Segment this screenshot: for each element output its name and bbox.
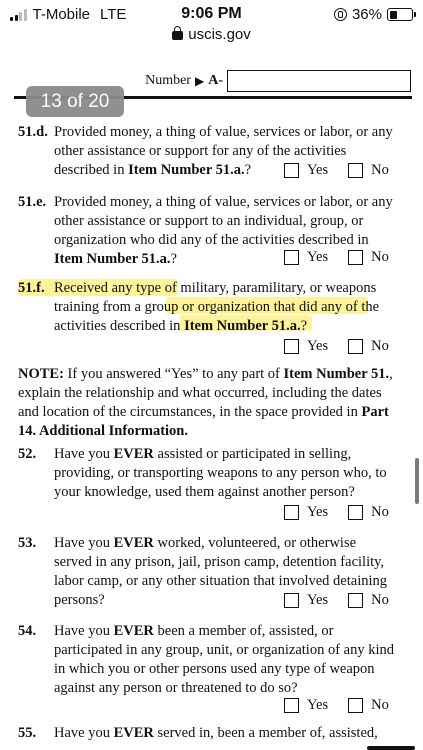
no-checkbox[interactable] xyxy=(348,163,363,178)
a-number-prefix: A- xyxy=(208,73,223,88)
question-number: 51.f. xyxy=(18,280,45,296)
question-text xyxy=(54,279,396,336)
text-run: served in, been a member of, assisted, xyxy=(153,725,378,741)
answer-51d xyxy=(284,162,389,179)
no-label: No xyxy=(371,338,389,354)
text-run: , explain the relationship and what occurred, including the dates and location of the circumstances, in the space provided in xyxy=(18,366,393,420)
no-checkbox[interactable] xyxy=(348,505,363,520)
question-text xyxy=(54,445,396,502)
text-run: assisted or participated in selling, providing, or transporting weapons to any person who, to your knowledge, used them against another person? xyxy=(54,446,387,500)
question-52 xyxy=(18,445,396,502)
text-run: ? xyxy=(300,318,308,334)
rotation-lock-icon xyxy=(334,8,347,21)
text-run: Received any type of military, paramilitary, or weapons training from a group or organization that did any of the activities described in xyxy=(54,280,380,334)
text-run: If you answered “Yes” to any part of xyxy=(63,366,284,382)
arrow-right-icon: ▶ xyxy=(194,73,205,88)
question-55 xyxy=(18,724,396,743)
yes-checkbox[interactable] xyxy=(284,339,299,354)
no-label: No xyxy=(371,697,389,713)
yes-checkbox[interactable] xyxy=(284,505,299,520)
note-paragraph xyxy=(18,365,396,441)
question-51f xyxy=(18,279,396,336)
bold-text: NOTE: xyxy=(18,366,64,382)
text-run: ? xyxy=(170,251,177,267)
text-run: Provided money, a thing of value, services or labor, or any other assistance or support for any of the activities described in xyxy=(54,124,393,178)
yes-checkbox[interactable] xyxy=(284,698,299,713)
yes-checkbox[interactable] xyxy=(284,593,299,608)
bold-text: EVER xyxy=(113,623,154,639)
text-run: been a member of, assisted, or participated in any group, unit, or organization of any kind in which you or other persons used any type of weapon against any person or threatened to do so? xyxy=(54,623,394,696)
clock: 9:06 PM xyxy=(181,5,242,22)
home-indicator[interactable] xyxy=(367,746,415,750)
no-checkbox[interactable] xyxy=(348,339,363,354)
battery-percent: 36% xyxy=(351,6,382,23)
yes-label: Yes xyxy=(307,592,329,608)
bold-text: Item Number 51. xyxy=(283,366,390,382)
answer-52 xyxy=(284,504,389,521)
text-run: ? xyxy=(244,162,252,178)
bold-text: EVER xyxy=(113,446,154,462)
bold-text: EVER xyxy=(113,725,154,741)
answer-51e xyxy=(284,249,389,266)
text-run: worked, volunteered, or otherwise served in any prison, jail, prison camp, detention facility, labor camp, or any other situation that involved detaining persons? xyxy=(54,535,388,608)
text-run: Have you xyxy=(54,725,114,741)
no-checkbox[interactable] xyxy=(348,698,363,713)
yes-checkbox[interactable] xyxy=(284,163,299,178)
question-number: 54. xyxy=(18,623,37,639)
yes-label: Yes xyxy=(307,249,329,265)
yes-label: Yes xyxy=(307,697,329,713)
answer-53 xyxy=(284,592,389,609)
bold-text: Item Number 51.a. xyxy=(184,318,301,334)
answer-54 xyxy=(284,697,389,714)
url-text: uscis.gov xyxy=(188,26,251,43)
bold-text: Item Number 51.a. xyxy=(128,162,245,178)
no-label: No xyxy=(371,249,389,265)
yes-label: Yes xyxy=(307,162,329,178)
a-number-field[interactable] xyxy=(227,70,411,92)
no-checkbox[interactable] xyxy=(348,250,363,265)
no-label: No xyxy=(371,592,389,608)
pdf-page[interactable] xyxy=(0,48,423,750)
question-text xyxy=(54,622,396,698)
text-run: Have you xyxy=(54,446,114,462)
battery-fill xyxy=(390,11,398,19)
text-run: Have you xyxy=(54,623,114,639)
question-number: 53. xyxy=(18,535,37,551)
address-bar[interactable] xyxy=(0,26,423,43)
battery-icon xyxy=(387,8,413,21)
status-right xyxy=(334,6,413,23)
question-number: 55. xyxy=(18,725,37,741)
question-number: 52. xyxy=(18,446,37,462)
question-54 xyxy=(18,622,396,698)
bold-text: Part 14. Additional Information. xyxy=(18,404,389,439)
text-run: Provided money, a thing of value, services or labor, or any other assistance or support to an individual, group, or organization who did any of the activities described in xyxy=(54,194,393,248)
answer-51f xyxy=(284,338,389,355)
question-text xyxy=(54,724,396,743)
yes-label: Yes xyxy=(307,338,329,354)
lock-icon xyxy=(172,31,183,40)
text-run: Have you xyxy=(54,535,114,551)
a-number-row xyxy=(145,70,411,92)
bold-text: Item Number 51.a. xyxy=(54,251,171,267)
question-number: 51.e. xyxy=(18,194,47,210)
no-label: No xyxy=(371,162,389,178)
no-label: No xyxy=(371,504,389,520)
bold-text: EVER xyxy=(113,535,154,551)
a-number-label: Number xyxy=(145,73,191,88)
no-checkbox[interactable] xyxy=(348,593,363,608)
page-indicator: 13 of 20 xyxy=(26,86,124,117)
carrier-name: T-Mobile xyxy=(32,6,91,23)
yes-checkbox[interactable] xyxy=(284,250,299,265)
yes-label: Yes xyxy=(307,504,329,520)
question-number: 51.d. xyxy=(18,124,48,140)
status-bar xyxy=(0,0,423,48)
network-type: LTE xyxy=(100,6,127,23)
scrollbar[interactable] xyxy=(415,458,419,504)
